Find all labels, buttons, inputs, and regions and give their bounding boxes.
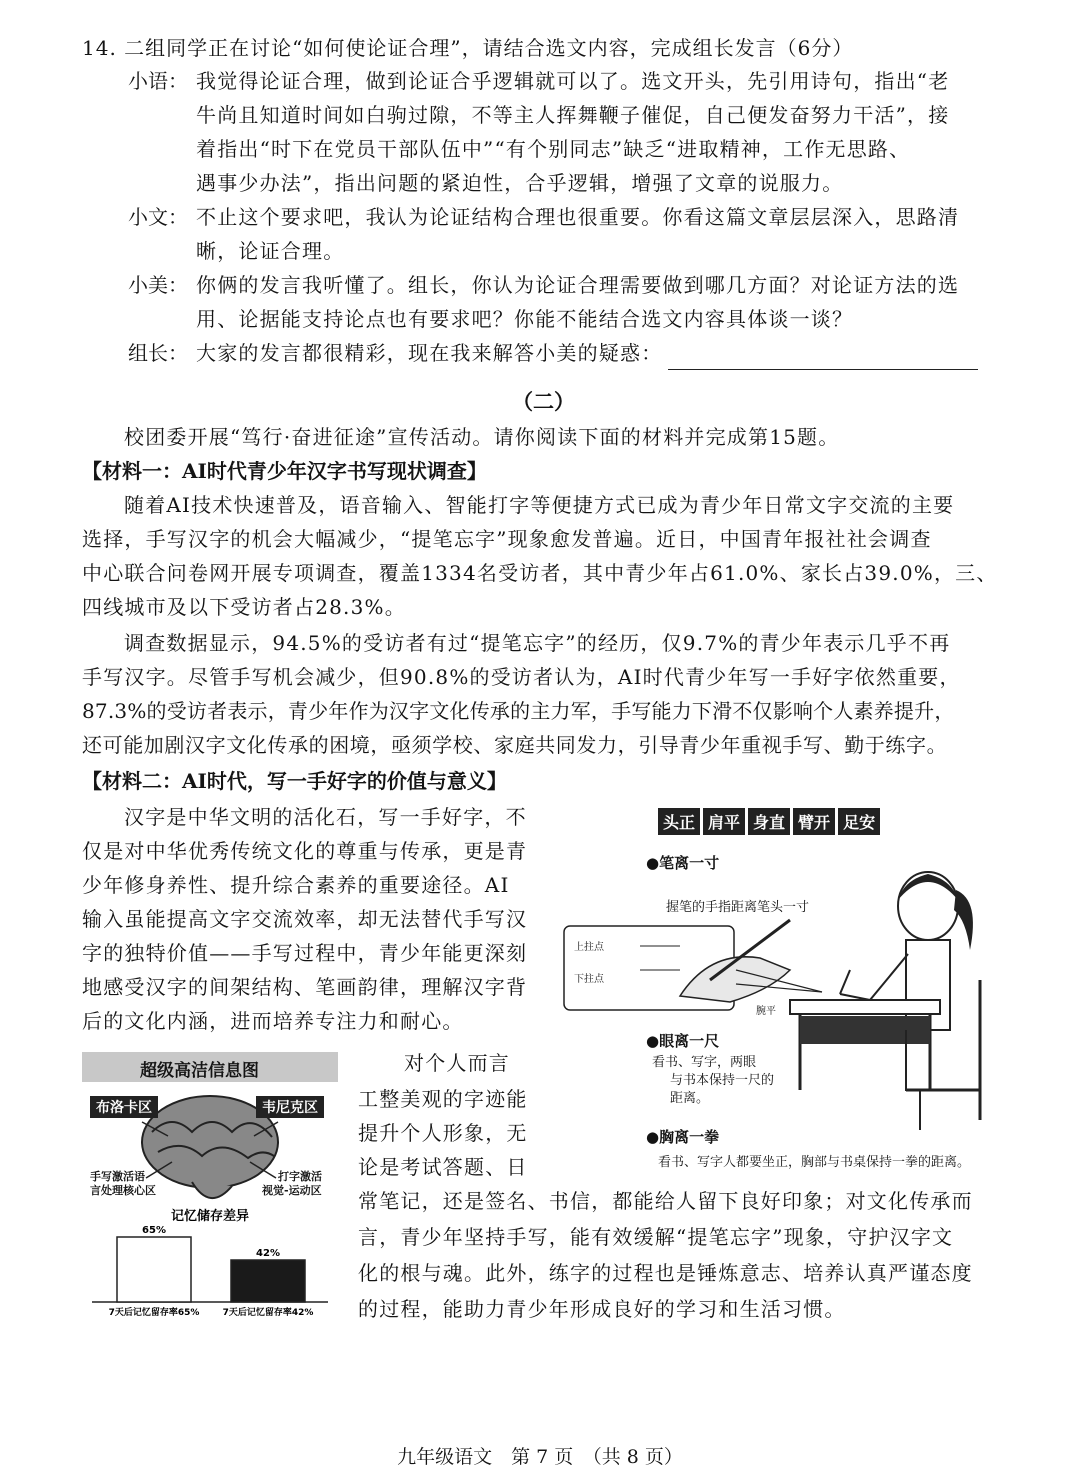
chart-title: 记忆储存差异 [170, 1209, 250, 1224]
m1-p1-line-3: 中心联合问卷网开展专项调查，覆盖1334名受访者，其中青少年占61.0%、家长占39.0%，三、 [82, 561, 998, 585]
chest-note: 看书、写字人都要坐正，胸部与书桌保持一拳的距离。 [658, 1155, 971, 1170]
eye-note-3: 距离。 [670, 1091, 710, 1106]
chest-title: ●胸离一拳 [646, 1128, 720, 1146]
chart-data-label-1: 65% [142, 1225, 166, 1236]
material2-heading: 【材料二：AI时代，写一手好字的价值与意义】 [82, 769, 507, 793]
xiaomei-label: 小美： [128, 273, 188, 297]
m2-p2-long-2: 言，青少年坚持手写，能有效缓解“提笔忘字”现象，守护汉字文 [358, 1225, 954, 1249]
right-caption-2: 视觉-运动区 [262, 1184, 322, 1197]
m2-p1-line-3: 少年修身养性、提升综合素养的重要途径。AI [82, 873, 510, 897]
chart-category-label-1: 7天后记忆留存率65% [108, 1308, 200, 1318]
xiaoyu-line-1: 我觉得论证合理，做到论证合乎逻辑就可以了。选文开头，先引用诗句，指出“老 [196, 69, 950, 93]
pen-note: 握笔的手指距离笔头一寸 [666, 900, 810, 915]
m1-p2-line-4: 还可能加剧汉字文化传承的困境，亟须学校、家庭共同发力，引导青少年重视手写、勤于练字。 [82, 733, 948, 757]
xiaoyu-label: 小语： [128, 69, 188, 93]
zuzhang-label: 组长： [128, 341, 188, 365]
broca-region-label: 布洛卡区 [90, 1096, 158, 1118]
m1-p1-line-4: 四线城市及以下受访者占28.3%。 [82, 595, 406, 619]
left-caption-1: 手写激活语 [90, 1170, 145, 1183]
posture-figure [560, 800, 1020, 1180]
m1-p2-line-3: 87.3%的受访者表示，青少年作为汉字文化传承的主力军，手写能力下滑不仅影响个人素养提升， [82, 699, 955, 723]
xiaowen-label: 小文： [128, 205, 188, 229]
m2-p1-line-2: 仅是对中华优秀传统文化的尊重与传承，更是青 [82, 839, 528, 863]
left-caption-2: 言处理核心区 [90, 1184, 156, 1197]
q14-title: 14. 二组同学正在讨论“如何使论证合理”，请结合选文内容，完成组长发言（6分） [82, 36, 854, 60]
chart-bar-2 [231, 1260, 305, 1302]
eye-note-1: 看书、写字，两眼 [652, 1055, 757, 1070]
chart-data-label-2: 42% [256, 1248, 280, 1259]
m2-p1-line-7: 后的文化内涵，进而培养专注力和耐心。 [82, 1009, 464, 1033]
m1-p2-line-2: 手写汉字。尽管手写机会减少，但90.8%的受访者认为，AI时代青少年写一手好字依然重要， [82, 665, 961, 689]
xiaomei-line-1: 你俩的发言我听懂了。组长，你认为论证合理需要做到哪几方面？对论证方法的选 [196, 273, 960, 297]
m2-p2-short-1: 对个人而言 [404, 1051, 510, 1075]
eye-note-2: 与书本保持一尺的 [670, 1073, 775, 1088]
m2-p2-short-2: 工整美观的字迹能 [358, 1087, 528, 1111]
m2-p1-line-5: 字的独特价值——手写过程中，青少年能更深刻 [82, 941, 528, 965]
posture-tags [658, 808, 883, 835]
xiaoyu-line-3: 着指出“时下在党员干部队伍中”“有个别同志”缺乏“进取精神，工作无思路、 [196, 137, 911, 161]
tag-body: 身直 [748, 808, 790, 835]
m2-p2-long-1: 常笔记，还是签名、书信，都能给人留下良好印象；对文化传承而 [358, 1189, 973, 1213]
brain-infographic [82, 1052, 338, 1320]
zuzhang-line [196, 336, 978, 370]
section-heading: （二） [512, 389, 575, 414]
m1-p1-line-1: 随着AI技术快速普及，语音输入、智能打字等便捷方式已成为青少年日常文字交流的主要 [124, 493, 955, 517]
m1-p2-line-1: 调查数据显示，94.5%的受访者有过“提笔忘字”的经历，仅9.7%的青少年表示几乎不再 [124, 631, 951, 655]
m1-p1-line-2: 选择，手写汉字的机会大幅减少，“提笔忘字”现象愈发普遍。近日，中国青年报社社会调查 [82, 527, 932, 551]
tag-shoulder: 肩平 [703, 808, 745, 835]
chart-category-label-2: 7天后记忆留存率42% [222, 1308, 314, 1318]
xiaoyu-line-4: 遇事少办法”，指出问题的紧迫性，合乎逻辑，增强了文章的说服力。 [196, 171, 844, 195]
section-intro: 校团委开展“笃行·奋进征途”宣传活动。请你阅读下面的材料并完成第15题。 [124, 425, 840, 449]
tag-arm: 臂开 [793, 808, 835, 835]
material1-heading: 【材料一：AI时代青少年汉字书写现状调查】 [82, 459, 487, 483]
girl-writing-drawing [780, 860, 1010, 1180]
m2-p1-line-1: 汉字是中华文明的活化石，写一手好字，不 [124, 805, 527, 829]
xiaowen-line-1: 不止这个要求吧，我认为论证结构合理也很重要。你看这篇文章层层深入，思路清 [196, 205, 960, 229]
m2-p2-short-3: 提升个人形象，无 [358, 1121, 528, 1145]
answer-blank[interactable] [668, 347, 978, 370]
eye-title: ●眼离一尺 [646, 1032, 720, 1050]
wernicke-region-label: 韦尼克区 [256, 1096, 324, 1118]
wrist-label: 腕平 [756, 1006, 776, 1017]
xiaomei-line-2: 用、论据能支持论点也有要求吧？你能不能结合选文内容具体谈一谈？ [196, 307, 854, 331]
m2-p2-long-3: 化的根与魂。此外，练字的过程也是锤炼意志、培养认真严谨态度 [358, 1261, 973, 1285]
chart-bar-1 [117, 1237, 191, 1302]
lower-point-label: 下拄点 [574, 974, 604, 985]
pen-title: ●笔离一寸 [646, 854, 720, 872]
xiaoyu-line-2: 牛尚且知道时间如白驹过隙，不等主人挥舞鞭子催促，自己便发奋努力干活”，接 [196, 103, 950, 127]
brain-title: 超级高洁信息图 [140, 1061, 259, 1081]
tag-foot: 足安 [838, 808, 880, 835]
xiaowen-line-2: 晰，论证合理。 [196, 239, 345, 263]
m2-p1-line-4: 输入虽能提高文字交流效率，却无法替代手写汉 [82, 907, 528, 931]
upper-point-label: 上拄点 [574, 942, 604, 953]
m2-p1-line-6: 地感受汉字的间架结构、笔画韵律，理解汉字背 [82, 975, 528, 999]
right-caption-1: 打字激活 [278, 1170, 322, 1183]
m2-p2-long-4: 的过程，能助力青少年形成良好的学习和生活习惯。 [358, 1297, 846, 1321]
memory-chart [82, 1206, 338, 1320]
zuzhang-text: 大家的发言都很精彩，现在我来解答小美的疑惑： [196, 341, 663, 365]
page-footer: 九年级语文 第 7 页 （共 8 页） [397, 1446, 683, 1468]
tag-head: 头正 [658, 808, 700, 835]
m2-p2-short-4: 论是考试答题、日 [358, 1155, 528, 1179]
